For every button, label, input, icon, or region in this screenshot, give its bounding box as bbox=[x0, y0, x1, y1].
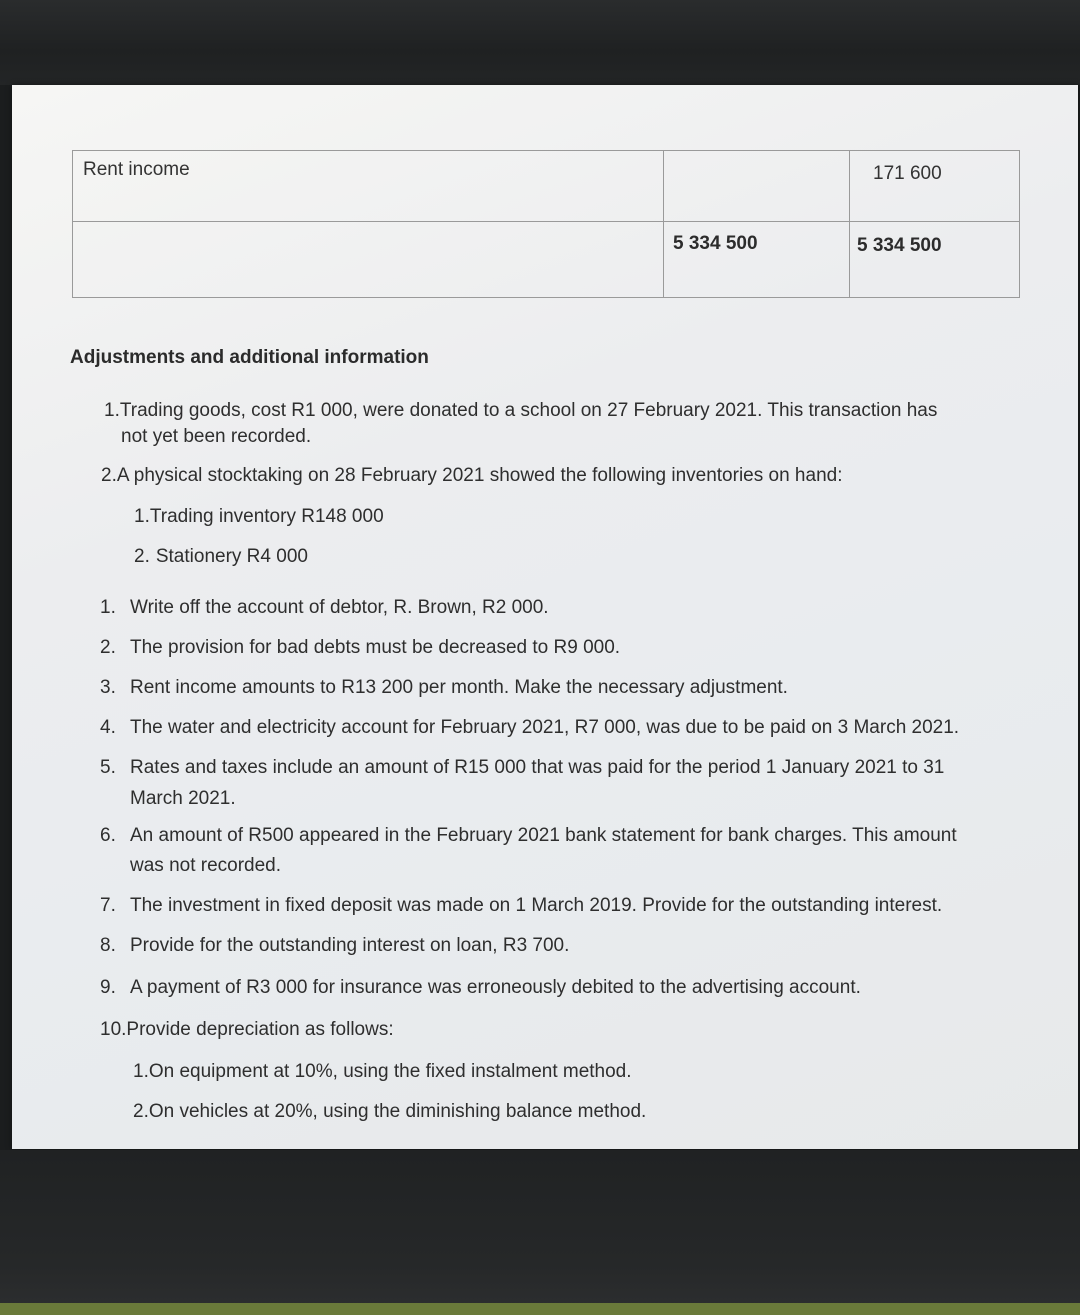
row-credit-rent-income: 171 600 bbox=[873, 163, 942, 184]
document-page bbox=[12, 85, 1078, 1149]
item-text: Write off the account of debtor, R. Brown, R2 000. bbox=[130, 597, 549, 618]
item-text: The water and electricity account for February 2021, R7 000, was due to be paid on 3 March 2021. bbox=[130, 717, 960, 738]
item-number: 2. bbox=[133, 1101, 149, 1122]
item-number: 2. bbox=[134, 546, 150, 567]
adjustment-1 bbox=[100, 597, 549, 619]
adjustment-5 bbox=[100, 757, 944, 779]
intro-item-2 bbox=[101, 465, 842, 487]
adjustment-6-continued: was not recorded. bbox=[130, 855, 282, 876]
item-text: Provide depreciation as follows: bbox=[126, 1019, 394, 1040]
item-number: 10. bbox=[100, 1019, 127, 1040]
item-number: 1. bbox=[104, 400, 120, 421]
adjustment-9 bbox=[100, 977, 861, 999]
item-number: 2. bbox=[100, 637, 116, 658]
item-text: Stationery R4 000 bbox=[155, 546, 308, 567]
item-number: 1. bbox=[100, 597, 116, 618]
total-debit: 5 334 500 bbox=[673, 233, 758, 254]
depreciation-item-2 bbox=[133, 1101, 646, 1123]
item-number: 6. bbox=[100, 825, 116, 846]
item-number: 3. bbox=[100, 677, 116, 698]
item-text: Trading inventory R148 000 bbox=[149, 506, 384, 527]
item-text: The provision for bad debts must be decreased to R9 000. bbox=[130, 637, 621, 658]
item-text: The investment in fixed deposit was made on 1 March 2019. Provide for the outstanding interest. bbox=[130, 895, 943, 916]
row-divider bbox=[73, 221, 1019, 222]
item-number: 4. bbox=[100, 717, 116, 738]
adjustment-6 bbox=[100, 825, 957, 847]
bottom-bezel bbox=[0, 1150, 1080, 1315]
item-number: 7. bbox=[100, 895, 116, 916]
item-text: Trading goods, cost R1 000, were donated to a school on 27 February 2021. This transaction has bbox=[119, 400, 938, 421]
item-text: Provide for the outstanding interest on loan, R3 700. bbox=[130, 935, 570, 956]
depreciation-item-1 bbox=[133, 1061, 632, 1083]
item-number: 5. bbox=[100, 757, 116, 778]
inventory-item-1 bbox=[134, 506, 384, 528]
row-label-rent-income: Rent income bbox=[83, 159, 190, 180]
adjustment-4 bbox=[100, 717, 959, 739]
item-text: On vehicles at 20%, using the diminishing balance method. bbox=[148, 1101, 647, 1122]
item-text: An amount of R500 appeared in the February 2021 bank statement for bank charges. This amount bbox=[130, 825, 957, 846]
top-bezel bbox=[0, 0, 1080, 85]
adjustment-5-continued: March 2021. bbox=[130, 788, 236, 809]
item-number: 2. bbox=[101, 465, 117, 486]
item-text: On equipment at 10%, using the fixed instalment method. bbox=[148, 1061, 632, 1082]
adjustment-7 bbox=[100, 895, 942, 917]
section-heading: Adjustments and additional information bbox=[70, 347, 429, 368]
item-number: 1. bbox=[133, 1061, 149, 1082]
item-number: 1. bbox=[134, 506, 150, 527]
item-text: A payment of R3 000 for insurance was erroneously debited to the advertising account. bbox=[130, 977, 861, 998]
item-number: 9. bbox=[100, 977, 116, 998]
total-credit: 5 334 500 bbox=[857, 235, 942, 256]
inventory-item-2 bbox=[134, 546, 308, 568]
adjustment-2 bbox=[100, 637, 620, 659]
adjustment-3 bbox=[100, 677, 788, 699]
column-divider bbox=[849, 151, 850, 297]
bottom-edge-strip bbox=[0, 1303, 1080, 1315]
item-text: A physical stocktaking on 28 February 2021 showed the following inventories on hand: bbox=[116, 465, 843, 486]
trial-balance-table bbox=[72, 150, 1020, 298]
intro-item-1 bbox=[104, 400, 937, 422]
item-number: 8. bbox=[100, 935, 116, 956]
item-text: Rent income amounts to R13 200 per month. Make the necessary adjustment. bbox=[130, 677, 788, 698]
adjustment-10 bbox=[100, 1019, 394, 1041]
item-text: Rates and taxes include an amount of R15 000 that was paid for the period 1 January 2021 to 31 bbox=[130, 757, 945, 778]
column-divider bbox=[663, 151, 664, 297]
intro-item-1-continued: not yet been recorded. bbox=[121, 426, 312, 447]
adjustment-8 bbox=[100, 935, 569, 957]
